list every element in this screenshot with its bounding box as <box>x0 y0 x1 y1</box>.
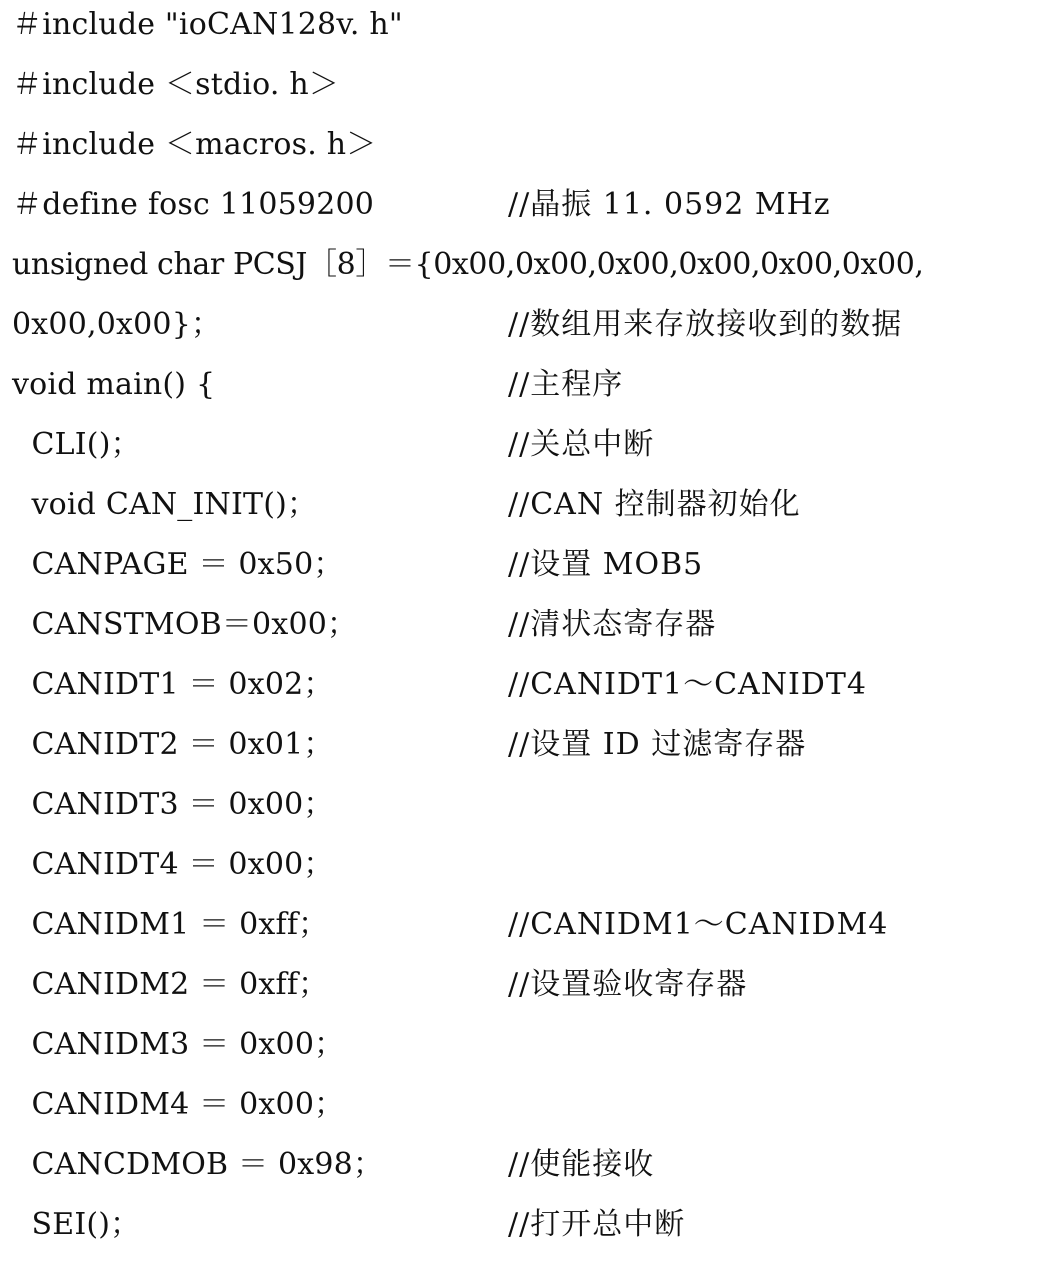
code-statement: CANIDT1 ＝ 0x02； <box>12 667 334 702</box>
code-line <box>0 600 1047 660</box>
code-comment: //设置 ID 过滤寄存器 <box>508 727 807 762</box>
code-statement: ＃include "ioCAN128v. h" <box>12 7 403 42</box>
code-line <box>0 0 1047 60</box>
code-statement: CANIDM2 ＝ 0xff； <box>12 967 329 1002</box>
code-line <box>0 720 1047 780</box>
code-comment: //设置 MOB5 <box>508 547 704 582</box>
code-comment: //关总中断 <box>508 427 655 462</box>
code-statement: unsigned char PCSJ［8］＝{0x00,0x00,0x00,0x00,0x00,0x00, <box>12 247 924 282</box>
code-statement: ＃include ＜stdio. h＞ <box>12 67 340 102</box>
code-comment: //数组用来存放接收到的数据 <box>508 307 903 342</box>
code-statement: ＃include ＜macros. h＞ <box>12 127 377 162</box>
code-line <box>0 360 1047 420</box>
code-line <box>0 540 1047 600</box>
code-line <box>0 840 1047 900</box>
code-line <box>0 180 1047 240</box>
code-comment: //CAN 控制器初始化 <box>508 487 801 522</box>
code-statement: CANPAGE ＝ 0x50； <box>12 547 344 582</box>
code-comment: //打开总中断 <box>508 1207 686 1242</box>
code-line <box>0 660 1047 720</box>
code-line <box>0 1140 1047 1200</box>
code-line <box>0 1200 1047 1260</box>
code-comment: //CANIDT1～CANIDT4 <box>508 667 867 702</box>
code-statement: 0x00,0x00}； <box>12 307 222 342</box>
code-statement: CANSTMOB＝0x00； <box>12 607 358 642</box>
code-line <box>0 60 1047 120</box>
code-statement: CANIDT4 ＝ 0x00； <box>12 847 334 882</box>
code-line <box>0 480 1047 540</box>
code-line <box>0 120 1047 180</box>
code-line <box>0 900 1047 960</box>
code-statement: CLI()； <box>12 427 141 462</box>
code-comment: //主程序 <box>508 367 624 402</box>
code-statement: void CAN_INIT()； <box>12 487 318 522</box>
code-statement: CANIDM1 ＝ 0xff； <box>12 907 329 942</box>
code-line <box>0 1020 1047 1080</box>
code-comment: //清状态寄存器 <box>508 607 717 642</box>
code-comment: //使能接收 <box>508 1147 655 1182</box>
code-statement: CANCDMOB ＝ 0x98； <box>12 1147 384 1182</box>
code-statement: CANIDM3 ＝ 0x00； <box>12 1027 345 1062</box>
code-statement: void main() { <box>12 367 216 402</box>
code-statement: SEI()； <box>12 1207 141 1242</box>
code-comment: //设置验收寄存器 <box>508 967 748 1002</box>
code-statement: ＃define fosc 11059200 <box>12 187 375 222</box>
code-statement: CANIDT2 ＝ 0x01； <box>12 727 334 762</box>
code-line <box>0 780 1047 840</box>
code-comment: //晶振 11. 0592 MHz <box>508 187 831 222</box>
code-line <box>0 960 1047 1020</box>
code-statement: CANIDT3 ＝ 0x00； <box>12 787 334 822</box>
code-statement: CANIDM4 ＝ 0x00； <box>12 1087 345 1122</box>
code-line <box>0 300 1047 360</box>
code-line <box>0 1080 1047 1140</box>
code-line <box>0 420 1047 480</box>
code-comment: //CANIDM1～CANIDM4 <box>508 907 889 942</box>
code-line <box>0 240 1047 300</box>
